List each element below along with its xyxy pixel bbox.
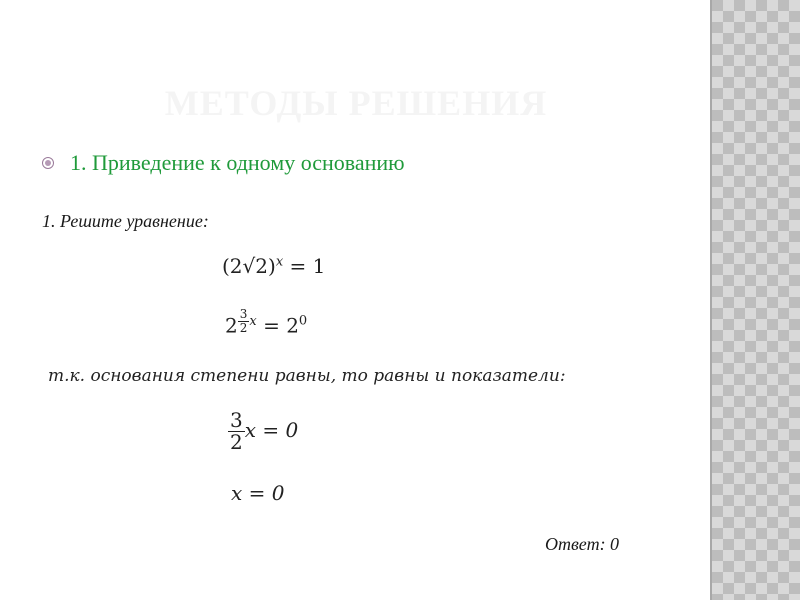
equation-3 — [228, 410, 298, 453]
eq1-lhs: (2√2) — [222, 254, 276, 278]
eq3-rest: x = 0 — [244, 418, 299, 442]
decorative-side-pattern — [712, 0, 800, 600]
bullet-item — [42, 150, 405, 176]
bullet-text: 1. Приведение к одному основанию — [70, 150, 405, 175]
eq2-exp-var: x — [249, 313, 257, 329]
bullet-circle-icon — [42, 157, 54, 169]
eq1-rhs: = 1 — [283, 254, 326, 278]
eq1-exponent: x — [275, 254, 284, 270]
equation-2 — [225, 308, 307, 337]
eq3-den: 2 — [230, 430, 243, 454]
answer-text: Ответ: 0 — [545, 534, 620, 554]
eq3-num: 3 — [230, 408, 243, 432]
equation-4: x = 0 — [231, 481, 285, 505]
eq2-exp-den: 2 — [239, 320, 248, 335]
eq2-exponent — [238, 307, 257, 335]
eq2-rhs-base: = 2 — [256, 313, 299, 338]
eq2-rhs-exp: 0 — [298, 313, 308, 329]
eq2-base: 2 — [225, 313, 238, 338]
task-label: 1. Решите уравнение: — [42, 211, 209, 231]
eq2-exp-num: 3 — [239, 307, 248, 321]
slide-title: МЕТОДЫ РЕШЕНИЯ — [164, 83, 548, 123]
note-text: т.к. основания степени равны, то равны и показатели: — [48, 366, 566, 386]
equation-1 — [222, 254, 325, 278]
